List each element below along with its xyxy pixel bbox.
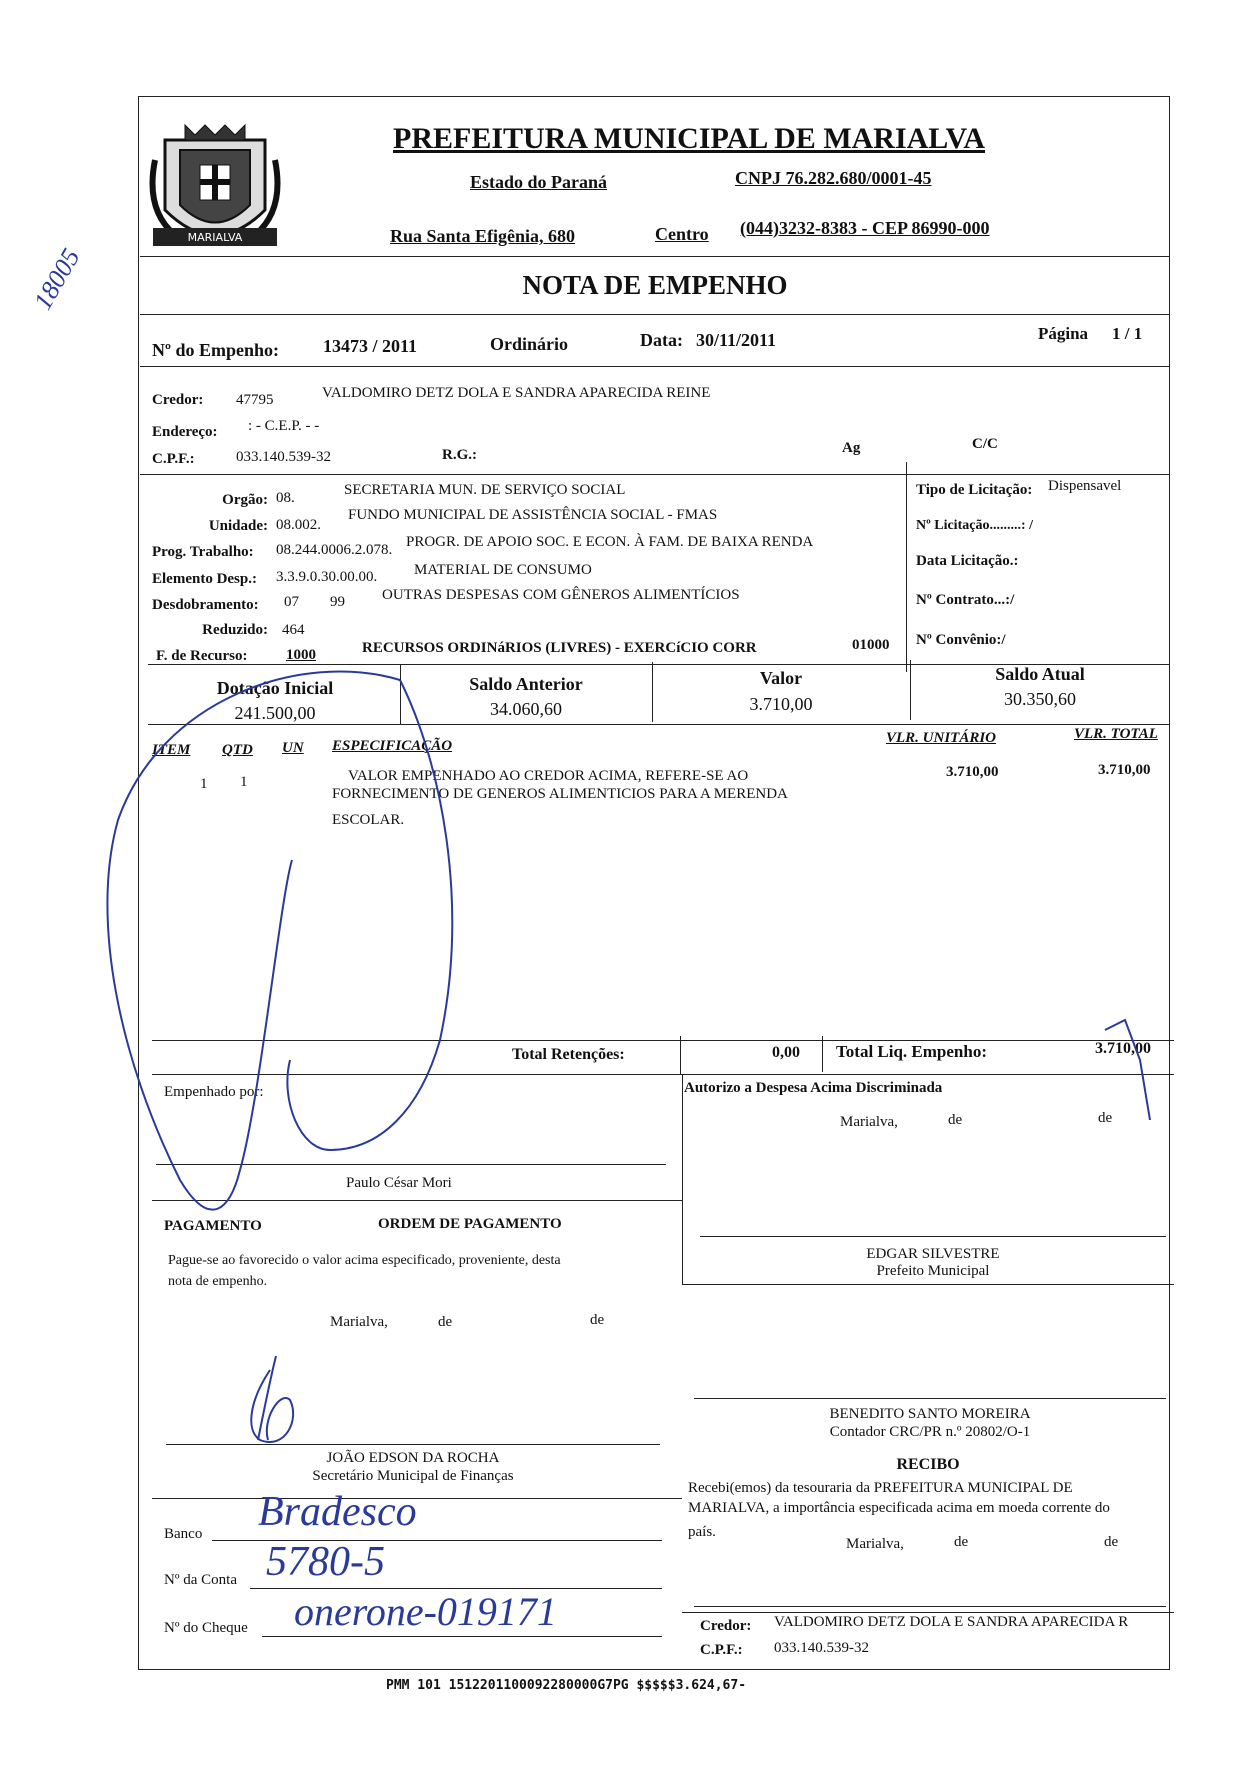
- row-spec-line1: VALOR EMPENHADO AO CREDOR ACIMA, REFERE-SE AO: [348, 768, 749, 784]
- elem-name: MATERIAL DE CONSUMO: [414, 562, 592, 578]
- desd-code1: 07: [284, 594, 299, 610]
- row-qtd: 1: [240, 774, 248, 790]
- secretario-title: Secretário Municipal de Finanças: [312, 1468, 514, 1484]
- cpf-value: 033.140.539-32: [236, 449, 331, 465]
- order-label: ORDEM DE PAGAMENTO: [378, 1216, 562, 1232]
- street-address: Rua Santa Efigênia, 680: [390, 226, 576, 246]
- row-spec-line2: FORNECIMENTO DE GENEROS ALIMENTICIOS PARA A MERENDA: [332, 786, 788, 802]
- empenho-number-label: Nº do Empenho:: [152, 340, 279, 360]
- address-value: : - C.E.P. - -: [248, 418, 320, 434]
- fonte-code2: 01000: [852, 637, 890, 653]
- numero-contrato: Nº Contrato...:/: [916, 592, 1015, 608]
- contador-name: BENEDITO SANTO MOREIRA: [829, 1406, 1031, 1422]
- header-spec: ESPECIFICAÇÃO: [332, 738, 453, 754]
- tipo-licitacao-label: Tipo de Licitação:: [916, 482, 1033, 498]
- orgao-name: SECRETARIA MUN. DE SERVIÇO SOCIAL: [344, 482, 626, 498]
- desd-label: Desdobramento:: [152, 597, 259, 613]
- numero-convenio: Nº Convênio:/: [916, 632, 1006, 648]
- payment-text-line1: Pague-se ao favorecido o valor acima especificado, proveniente, desta: [168, 1253, 561, 1268]
- dotacao-label: Dotação Inicial: [216, 678, 334, 698]
- fonte-name: RECURSOS ORDINáRIOS (LIVRES) - EXERCíCIO CORR: [362, 640, 757, 656]
- auth-de2: de: [1098, 1110, 1113, 1126]
- tipo-licitacao-value: Dispensavel: [1048, 478, 1122, 494]
- receipt-text-line1: Recebi(emos) da tesouraria da PREFEITURA MUNICIPAL DE: [688, 1480, 1073, 1496]
- unidade-code: 08.002.: [276, 517, 321, 533]
- empenho-date: 30/11/2011: [696, 330, 777, 350]
- conta-value: 5780-5: [266, 1539, 385, 1585]
- orgao-code: 08.: [276, 490, 295, 506]
- ag-label: Ag: [842, 440, 861, 456]
- unidade-label: Unidade:: [208, 518, 268, 534]
- receipt-text-line2: MARIALVA, a importância especificada acima em moeda corrente do: [688, 1500, 1110, 1516]
- auth-de1: de: [948, 1112, 963, 1128]
- page-title: PREFEITURA MUNICIPAL DE MARIALVA: [393, 122, 986, 155]
- receipt-text-line3: país.: [688, 1524, 716, 1540]
- margin-note: 18005: [28, 243, 86, 315]
- row-spec-line3: ESCOLAR.: [332, 812, 405, 828]
- row-total: 3.710,00: [1098, 762, 1151, 778]
- credor-label: Credor:: [152, 392, 204, 408]
- payment-de1: de: [438, 1314, 453, 1330]
- footer-code: PMM 101 1512201100092280000G7PG $$$$$3.624,67-: [386, 1678, 747, 1693]
- empenhado-label: Empenhado por:: [164, 1084, 264, 1100]
- autorizo-label: Autorizo a Despesa Acima Discriminada: [684, 1080, 943, 1096]
- receipt-de1: de: [954, 1534, 969, 1550]
- address-label: Endereço:: [152, 424, 218, 440]
- empenho-number: 13473 / 2011: [323, 336, 418, 356]
- row-unit: 3.710,00: [946, 764, 999, 780]
- prog-label: Prog. Trabalho:: [152, 544, 254, 560]
- liq-value: 3.710,00: [1095, 1040, 1151, 1057]
- orgao-label: Orgão:: [222, 492, 268, 508]
- liq-label: Total Liq. Empenho:: [836, 1042, 987, 1061]
- retencoes-label: Total Retenções:: [512, 1046, 625, 1063]
- retencoes-value: 0,00: [772, 1044, 800, 1061]
- elem-code: 3.3.9.0.30.00.00.: [276, 569, 378, 585]
- desd-code2: 99: [330, 594, 345, 610]
- fonte-code: 1000: [286, 647, 316, 663]
- unidade-name: FUNDO MUNICIPAL DE ASSISTÊNCIA SOCIAL - FMAS: [348, 507, 718, 523]
- credor-name: VALDOMIRO DETZ DOLA E SANDRA APARECIDA REINE: [322, 385, 711, 401]
- receipt-credor-label: Credor:: [700, 1618, 752, 1634]
- date-label: Data:: [640, 330, 683, 350]
- saldo-anterior-label: Saldo Anterior: [469, 674, 583, 694]
- dotacao-value: 241.500,00: [234, 703, 316, 723]
- phone-cep: (044)3232-8383 - CEP 86990-000: [740, 218, 990, 238]
- elem-label: Elemento Desp.:: [152, 571, 257, 587]
- empenho-type: Ordinário: [490, 334, 569, 354]
- page-label: Página: [1038, 324, 1089, 343]
- saldo-atual-value: 30.350,60: [1004, 689, 1076, 709]
- payment-de2: de: [590, 1312, 605, 1328]
- banco-value: Bradesco: [258, 1489, 417, 1535]
- prog-code: 08.244.0006.2.078.: [276, 542, 393, 558]
- reduzido-label: Reduzido:: [202, 622, 268, 638]
- valor-label: Valor: [759, 668, 803, 688]
- fonte-label: F. de Recurso:: [156, 648, 248, 664]
- cheque-value: onerone-019171: [294, 1589, 557, 1634]
- receipt-title: RECIBO: [896, 1456, 960, 1473]
- cpf-label: C.P.F.:: [152, 451, 195, 467]
- header-item: ITEM: [152, 742, 191, 758]
- data-licitacao: Data Licitação.:: [916, 553, 1019, 569]
- receipt-cpf-label: C.P.F.:: [700, 1642, 743, 1658]
- receipt-place: Marialva,: [846, 1536, 904, 1552]
- cheque-label: Nº do Cheque: [164, 1620, 248, 1636]
- desd-name: OUTRAS DESPESAS COM GÊNEROS ALIMENTÍCIOS: [382, 587, 740, 603]
- conta-label: Nº da Conta: [164, 1572, 237, 1588]
- auth-place: Marialva,: [840, 1114, 898, 1130]
- contador-title: Contador CRC/PR n.º 20802/O-1: [829, 1424, 1031, 1440]
- row-item: 1: [200, 776, 208, 792]
- prefeito-title: Prefeito Municipal: [876, 1263, 990, 1279]
- payment-text-line2: nota de empenho.: [168, 1274, 268, 1289]
- reduzido-value: 464: [282, 622, 305, 638]
- secretario-name: JOÃO EDSON DA ROCHA: [326, 1450, 500, 1466]
- state-name: Estado do Paraná: [470, 172, 608, 192]
- doc-title: NOTA DE EMPENHO: [522, 270, 788, 300]
- cc-label: C/C: [972, 436, 998, 452]
- coat-of-arms-text: MARIALVA: [187, 231, 243, 244]
- saldo-anterior-value: 34.060,60: [490, 699, 562, 719]
- cnpj: CNPJ 76.282.680/0001-45: [735, 168, 932, 188]
- numero-licitacao: Nº Licitação.........: /: [916, 518, 1033, 533]
- header-qtd: QTD: [222, 742, 253, 758]
- prefeito-name: EDGAR SILVESTRE: [866, 1246, 1000, 1262]
- saldo-atual-label: Saldo Atual: [995, 664, 1085, 684]
- header-un: UN: [282, 740, 304, 756]
- payment-place: Marialva,: [330, 1314, 388, 1330]
- header-unit: VLR. UNITÁRIO: [886, 730, 997, 746]
- page-number: 1 / 1: [1112, 324, 1143, 343]
- empenhado-name: Paulo César Mori: [346, 1175, 452, 1191]
- prog-name: PROGR. DE APOIO SOC. E ECON. À FAM. DE BAIXA RENDA: [406, 534, 814, 550]
- receipt-de2: de: [1104, 1534, 1119, 1550]
- receipt-credor-value: VALDOMIRO DETZ DOLA E SANDRA APARECIDA R: [774, 1614, 1129, 1630]
- district: Centro: [655, 224, 709, 244]
- valor-value: 3.710,00: [749, 694, 813, 714]
- payment-label: PAGAMENTO: [164, 1218, 262, 1234]
- rg-label: R.G.:: [442, 447, 477, 463]
- receipt-cpf-value: 033.140.539-32: [774, 1640, 869, 1656]
- credor-code: 47795: [236, 392, 274, 408]
- header-total: VLR. TOTAL: [1074, 726, 1158, 742]
- banco-label: Banco: [164, 1526, 203, 1542]
